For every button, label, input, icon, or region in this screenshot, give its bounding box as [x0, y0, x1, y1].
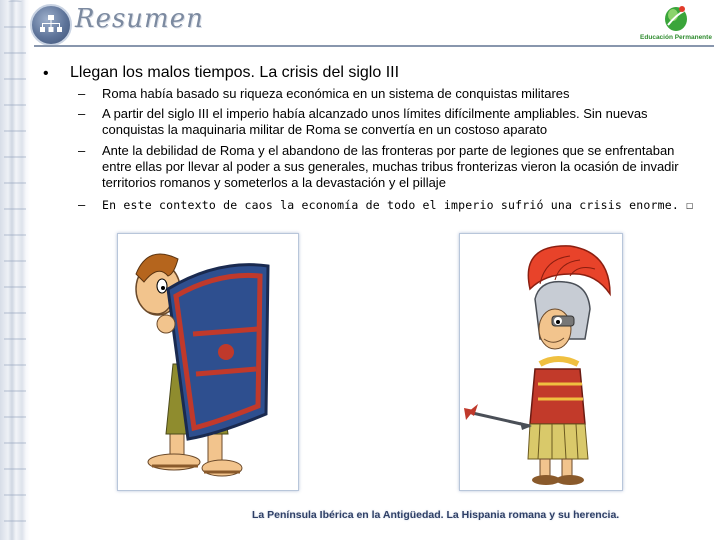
- sitemap-icon[interactable]: [30, 4, 72, 46]
- border-pattern: [4, 0, 26, 540]
- footer-text: La Península Ibérica en la Antigüedad. La Hispania romana y su herencia.: [252, 509, 620, 521]
- soldier-shield-illustration: [118, 234, 298, 490]
- brand-logo: [638, 3, 714, 43]
- soldier-shield-image: [117, 233, 299, 491]
- list-item-text: Ante la debilidad de Roma y el abandono de las fronteras por parte de legiones que se enfrentaban entre ellas por llevar al poder a sus generales, muchas tribus fronterizas vieron la ocasión de invadir territorios romanos y someterlos a la devastación y el pillaje: [102, 143, 679, 190]
- list-dash: –: [78, 86, 86, 101]
- list-dash: –: [78, 106, 86, 121]
- list-dash: –: [78, 197, 86, 212]
- page-title: Resumen: [75, 4, 204, 34]
- brand-text: Educación Permanente: [640, 34, 712, 41]
- list-item-text: En este contexto de caos la economía de todo el imperio sufrió una crisis enorme. ☐: [102, 198, 694, 212]
- list-dash: –: [78, 143, 86, 158]
- section-heading: Llegan los malos tiempos. La crisis del siglo III: [70, 64, 400, 81]
- list-item-text: Roma había basado su riqueza económica en un sistema de conquistas militares: [102, 86, 570, 101]
- header-divider: [34, 45, 714, 47]
- leaf-logo-icon: [662, 3, 690, 33]
- list-item-text: A partir del siglo III el imperio había alcanzado unos límites difícilmente ampliables. Sin nuevas conquistas la maquinaria militar de Roma se convertía en un costoso aparato: [102, 106, 648, 137]
- left-decorative-border: [0, 0, 30, 540]
- main-bullet: •: [43, 65, 49, 82]
- centurion-illustration: [460, 234, 622, 490]
- centurion-image: [459, 233, 623, 491]
